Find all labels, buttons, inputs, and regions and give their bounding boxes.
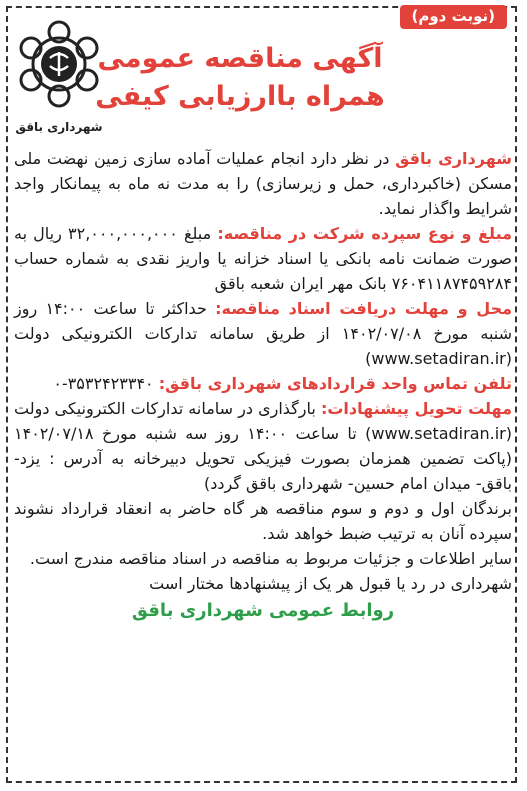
paragraph-deposit (14, 221, 512, 296)
deposit-text: مبلغ ۳۲,۰۰۰,۰۰۰,۰۰۰ ریال به صورت ضمانت نامه بانکی یا اسناد خزانه یا واریز نقدی به شماره حساب ۷۶۰۴۱۱۸۷۴۵۹۲۸۴ بانک مهر ایران شعبه باقق (14, 224, 512, 293)
paragraph-documents (14, 296, 512, 371)
paragraph-intro (14, 146, 512, 221)
round-badge: (نوبت دوم) (400, 5, 508, 29)
submission-text: بارگذاری در سامانه تدارکات الکترونیکی دولت (www.setadiran.ir) تا ساعت ۱۴:۰۰ روز سه شنبه مورخ ۱۴۰۲/۰۷/۱۸ (پاکت تضمین همزمان بصورت فیزیکی تحویل دبیرخانه به آدرس : یزد- باقق- میدان امام حسین- شهرداری باقق گردد) (14, 399, 513, 493)
municipality-emblem-icon (14, 18, 104, 114)
phone-number: ۳۵۳۲۴۲۳۳۴۰-۰ (53, 374, 159, 393)
public-relations-signature: روابط عمومی شهرداری باقق (131, 600, 395, 621)
notice-body (14, 146, 512, 623)
municipality-logo (10, 18, 108, 138)
paragraph-rights: شهرداری در رد یا قبول هر یک از پیشنهادها مختار است (149, 574, 512, 593)
title-line-1: آگهی مناقصه عمومی (97, 43, 383, 74)
submission-label: مهلت تحویل پیشنهادات: (320, 399, 512, 418)
phone-label: تلفن تماس واحد قراردادهای شهرداری باقق: (158, 374, 512, 393)
paragraph-submission (14, 396, 512, 496)
logo-caption: شهرداری باقق (15, 120, 103, 134)
documents-label: محل و مهلت دریافت اسناد مناقصه: (215, 299, 513, 318)
municipality-name: شهرداری باقق (395, 149, 512, 168)
paragraph-phone (14, 371, 512, 396)
paragraph-more-info: سایر اطلاعات و جزئیات مربوط به مناقصه در اسناد مناقصه مندرج است. (29, 549, 512, 568)
notice-title (90, 40, 390, 116)
paragraph-winners: برندگان اول و دوم و سوم مناقصه هر گاه حاضر به انعقاد قرارداد نشوند سپرده آنان به ترتیب ضبط خواهد شد. (14, 499, 512, 543)
documents-text: حداکثر تا ساعت ۱۴:۰۰ روز شنبه مورخ ۱۴۰۲/۰۷/۰۸ از طریق سامانه تدارکات الکترونیکی دولت (www.setadiran.ir) (14, 299, 513, 368)
deposit-label: مبلغ و نوع سپرده شرکت در مناقصه: (217, 224, 513, 243)
title-line-2: همراه باارزیابی کیفی (95, 81, 385, 112)
intro-text: در نظر دارد انجام عملیات آماده سازی زمین نهضت ملی مسکن (خاکبرداری، حمل و زیرسازی) را به مدت نه ماه به پیمانکار واجد شرایط واگذار نماید. (14, 149, 512, 218)
